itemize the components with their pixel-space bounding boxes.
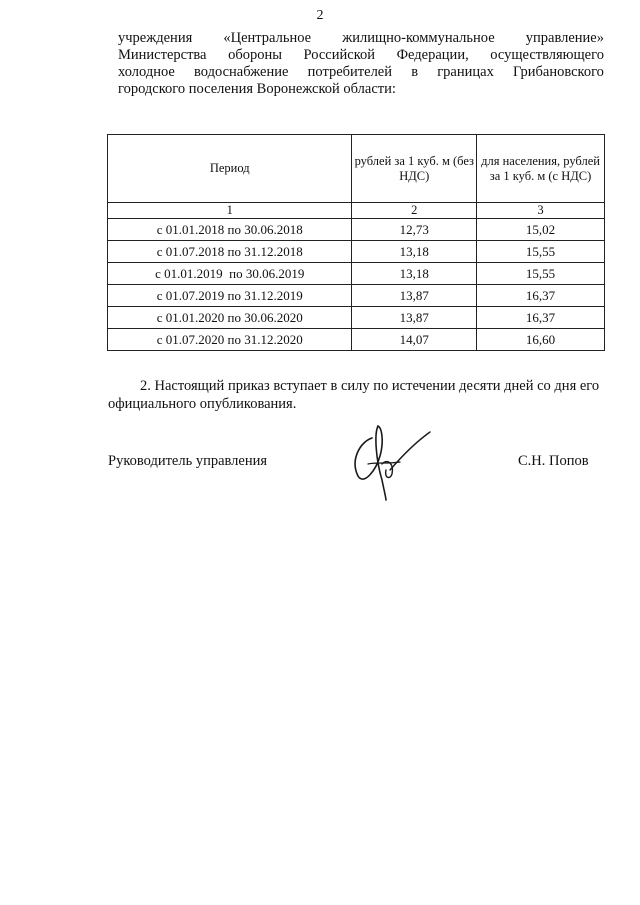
period-cell: с 01.01.2019 по 30.06.2019 xyxy=(108,263,352,285)
intro-line: холодное водоснабжение потребителей в границах Грибановского xyxy=(118,64,604,80)
no-vat-cell: 13,87 xyxy=(352,285,477,307)
header-no-vat: рублей за 1 куб. м (без НДС) xyxy=(352,135,477,203)
period-cell: с 01.01.2018 по 30.06.2018 xyxy=(108,219,352,241)
with-vat-cell: 16,37 xyxy=(477,307,605,329)
with-vat-cell: 15,02 xyxy=(477,219,605,241)
handwritten-signature xyxy=(342,420,434,502)
period-cell: с 01.01.2020 по 30.06.2020 xyxy=(108,307,352,329)
with-vat-cell: 16,60 xyxy=(477,329,605,351)
intro-paragraph xyxy=(118,30,604,98)
header-period: Период xyxy=(108,135,352,203)
column-number: 2 xyxy=(352,203,477,219)
intro-line: учреждения «Центральное жилищно-коммунальное управление» xyxy=(118,30,604,46)
column-number-row xyxy=(108,203,605,219)
clause-2: 2. Настоящий приказ вступает в силу по истечении десяти дней со дня его официального опубликования. xyxy=(108,378,600,412)
with-vat-cell: 15,55 xyxy=(477,241,605,263)
signatory-name: С.Н. Попов xyxy=(518,453,589,469)
signatory-title: Руководитель управления xyxy=(108,453,268,469)
tariff-table xyxy=(107,134,605,351)
with-vat-cell: 15,55 xyxy=(477,263,605,285)
period-cell: с 01.07.2018 по 31.12.2018 xyxy=(108,241,352,263)
table-row xyxy=(108,307,605,329)
no-vat-cell: 13,87 xyxy=(352,307,477,329)
table-row xyxy=(108,285,605,307)
period-cell: с 01.07.2020 по 31.12.2020 xyxy=(108,329,352,351)
no-vat-cell: 14,07 xyxy=(352,329,477,351)
with-vat-cell: 16,37 xyxy=(477,285,605,307)
no-vat-cell: 13,18 xyxy=(352,241,477,263)
page-number: 2 xyxy=(316,8,324,23)
no-vat-cell: 13,18 xyxy=(352,263,477,285)
column-number: 1 xyxy=(108,203,352,219)
table-row xyxy=(108,263,605,285)
table-row xyxy=(108,241,605,263)
column-number: 3 xyxy=(477,203,605,219)
intro-line: Министерства обороны Российской Федерации, осуществляющего xyxy=(118,47,604,63)
no-vat-cell: 12,73 xyxy=(352,219,477,241)
table-row xyxy=(108,329,605,351)
table-header-row xyxy=(108,135,605,203)
table-row xyxy=(108,219,605,241)
period-cell: с 01.07.2019 по 31.12.2019 xyxy=(108,285,352,307)
intro-line: городского поселения Воронежской области: xyxy=(118,81,396,97)
header-with-vat: для населения, рублей за 1 куб. м (с НДС) xyxy=(477,135,605,203)
